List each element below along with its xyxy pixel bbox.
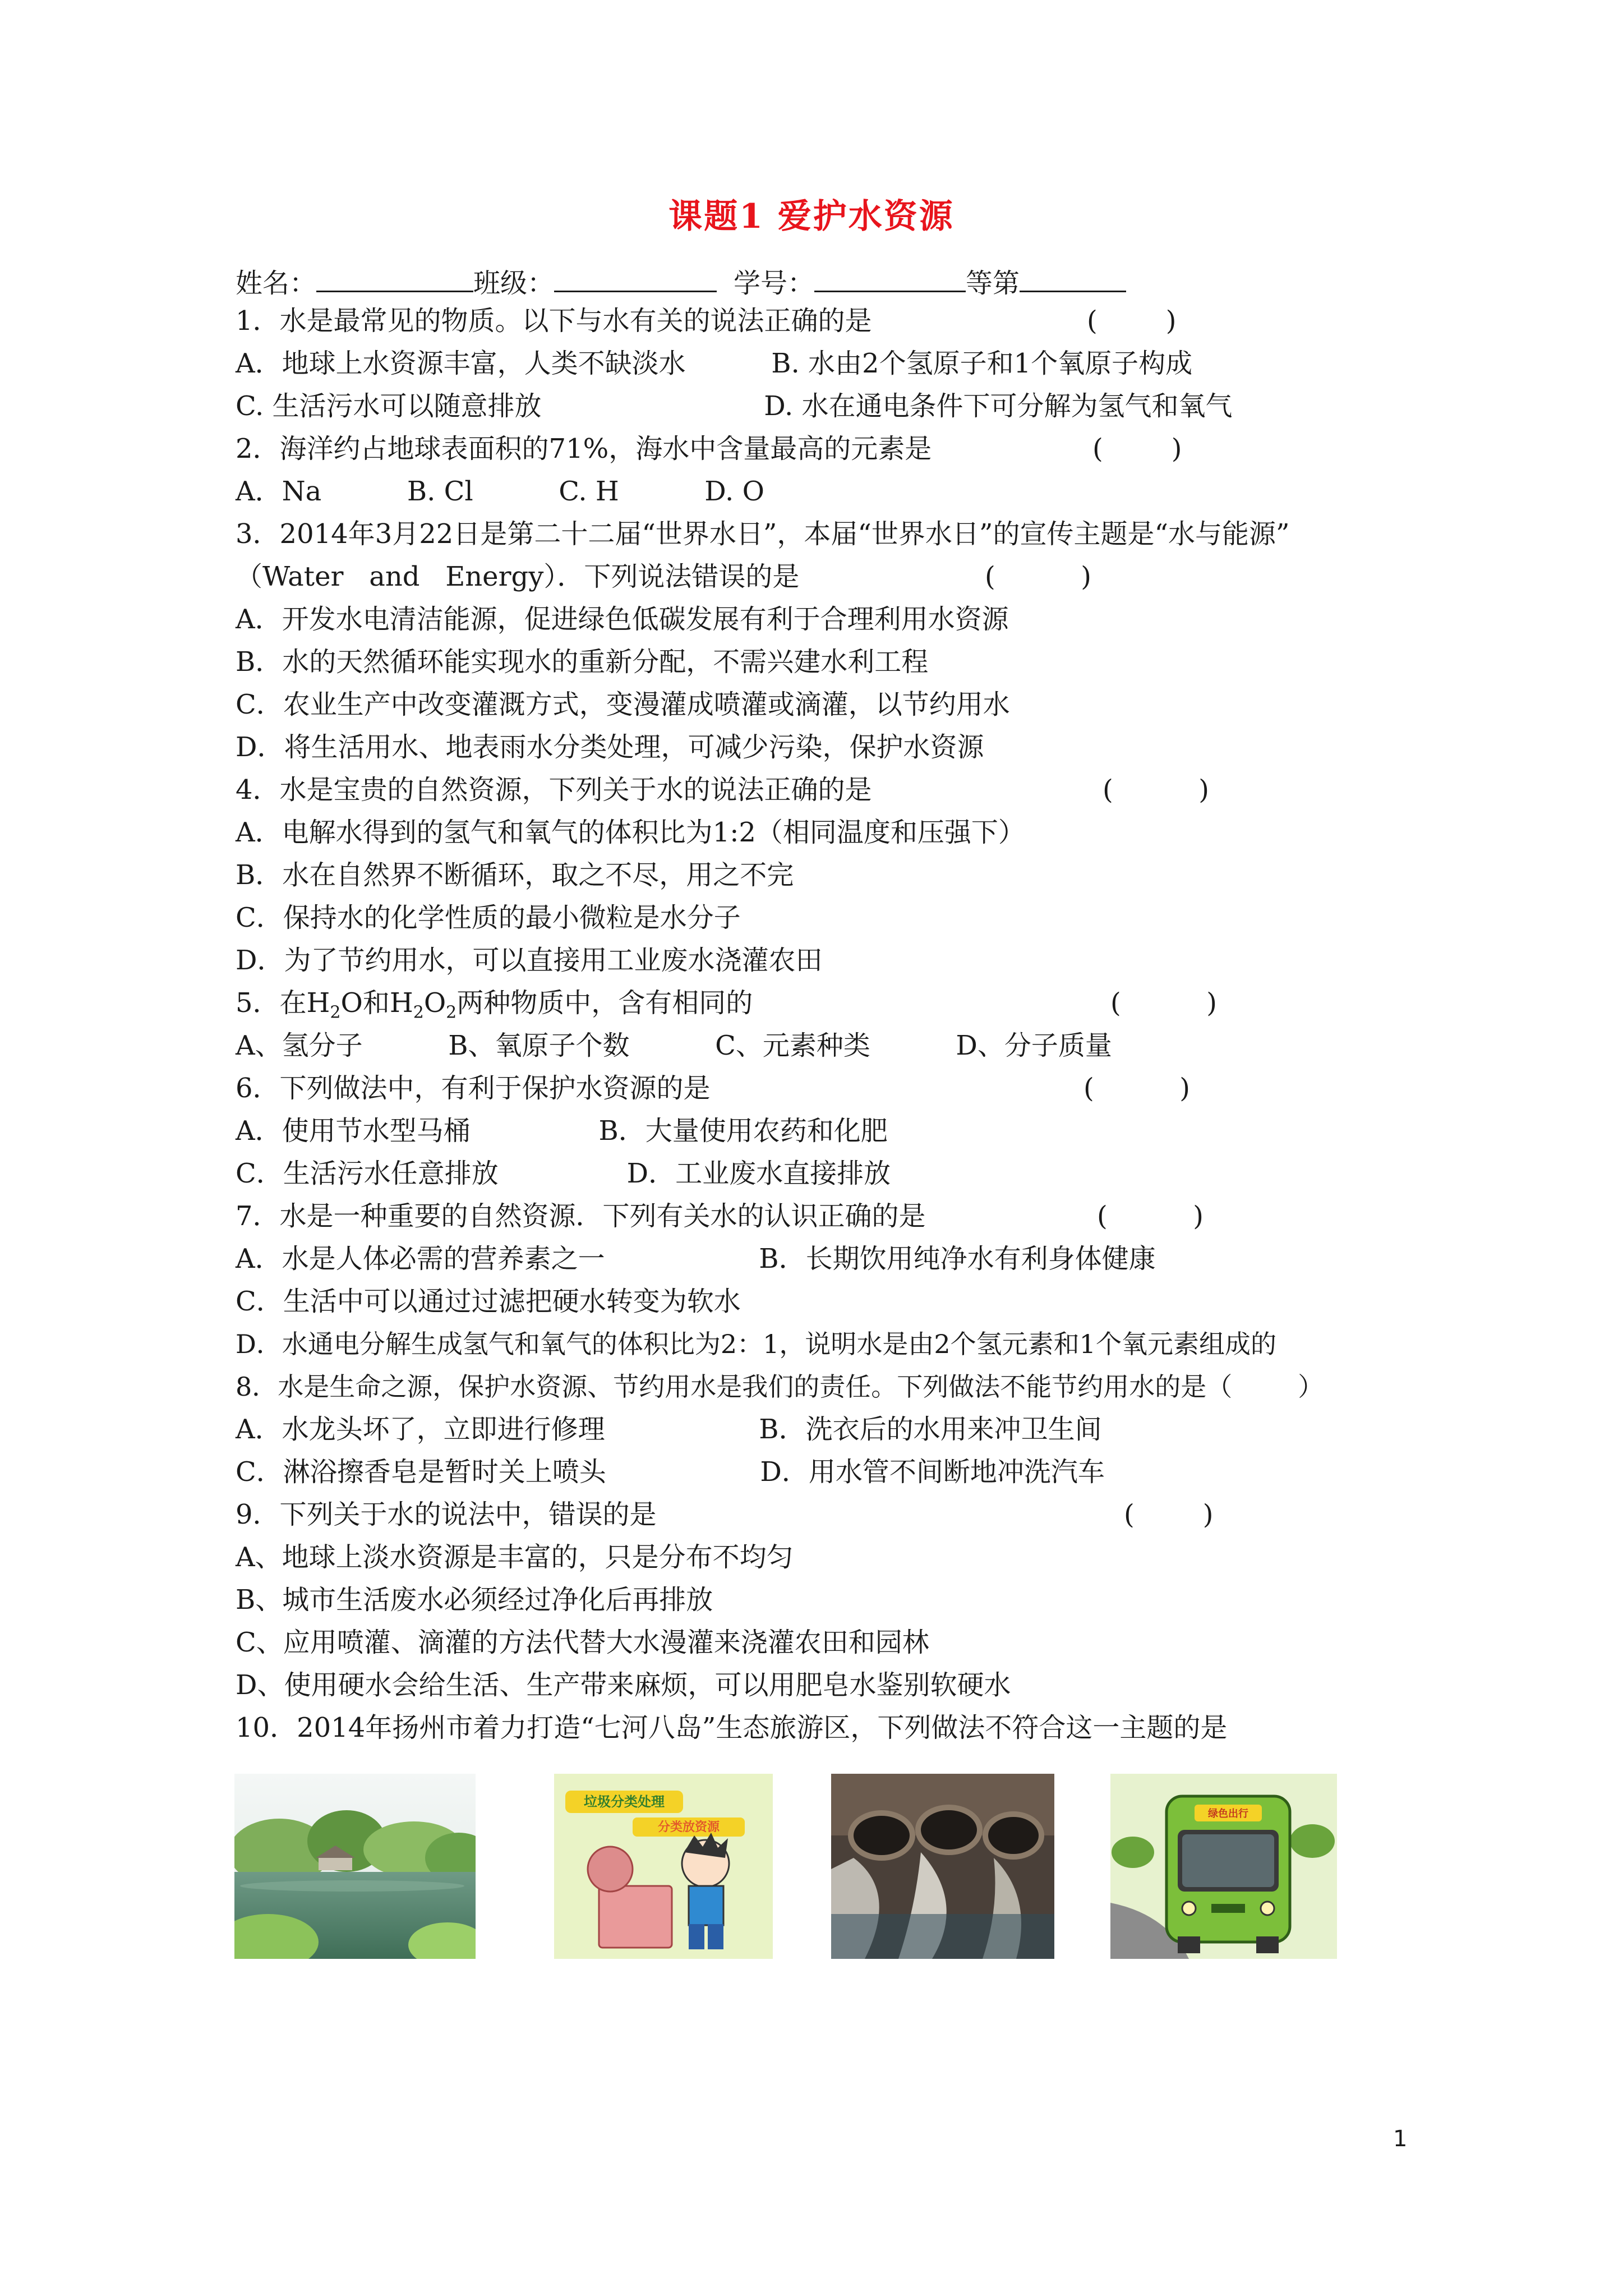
question-2: 2．海洋约占地球表面积的71%，海水中含量最高的元素是 [236, 433, 932, 464]
q5-options: A、氢分子 B、氧原子个数 C、元素种类 D、分子质量 [236, 1030, 1112, 1061]
q8-option-cd: C．淋浴擦香皂是暂时关上喷头 D．用水管不间断地冲洗汽车 [236, 1456, 1105, 1488]
answer-bracket-1: ( ) [1087, 305, 1177, 337]
q7-option-d: D．水通电分解生成氢气和氧气的体积比为2：1，说明水是由2个氢元素和1个氧元素组成的 [236, 1329, 1276, 1359]
grade-label: 等第 [966, 268, 1020, 299]
q3-option-d: D．将生活用水、地表雨水分类处理，可减少污染，保护水资源 [236, 731, 984, 763]
student-info-line [236, 261, 1126, 300]
q9-option-d: D、使用硬水会给生活、生产带来麻烦，可以用肥皂水鉴别软硬水 [236, 1669, 1011, 1701]
answer-bracket-2: ( ) [1092, 433, 1182, 464]
lake-scenery-image [234, 1774, 476, 1959]
q3-option-b: B．水的天然循环能实现水的重新分配，不需兴建水利工程 [236, 646, 929, 678]
q6-option-cd: C．生活污水任意排放 D．工业废水直接排放 [236, 1158, 891, 1189]
question-10: 10．2014年扬州市着力打造“七河八岛”生态旅游区，下列做法不符合这一主题的是 [236, 1712, 1228, 1743]
name-blank [316, 266, 473, 292]
answer-bracket-3: ( ) [985, 561, 1092, 592]
question-7: 7．水是一种重要的自然资源．下列有关水的认识正确的是 [236, 1200, 926, 1232]
sign-text-1: 垃圾分类处理 [584, 1794, 665, 1810]
green-travel-bus-image [1110, 1774, 1337, 1959]
q2-options: A．Na B. Cl C. H D. O [236, 476, 764, 507]
q7-option-c: C．生活中可以通过过滤把硬水转变为软水 [236, 1286, 741, 1317]
answer-bracket-9: ( ) [1124, 1499, 1214, 1530]
id-blank [814, 266, 966, 292]
q9-option-b: B、城市生活废水必须经过净化后再排放 [236, 1584, 713, 1616]
question-8: 8．水是生命之源，保护水资源、节约用水是我们的责任。下列做法不能节约用水的是（ ） [236, 1372, 1324, 1402]
answer-bracket-7: ( ) [1097, 1200, 1204, 1232]
question-9: 9．下列关于水的说法中，错误的是 [236, 1499, 657, 1530]
question-1: 1．水是最常见的物质。以下与水有关的说法正确的是 [236, 305, 872, 337]
q3-option-a: A．开发水电清洁能源，促进绿色低碳发展有利于合理利用水资源 [236, 604, 1009, 635]
q4-option-c: C．保持水的化学性质的最小微粒是水分子 [236, 902, 741, 933]
q1-option-cd: C. 生活污水可以随意排放 D. 水在通电条件下可分解为氢气和氧气 [236, 390, 1233, 422]
q7-option-ab: A．水是人体必需的营养素之一 B．长期饮用纯净水有利身体健康 [236, 1243, 1156, 1274]
garbage-sorting-cartoon-image [554, 1774, 773, 1959]
q9-option-c: C、应用喷灌、滴灌的方法代替大水漫灌来浇灌农田和园林 [236, 1627, 929, 1658]
question-4: 4．水是宝贵的自然资源，下列关于水的说法正确的是 [236, 774, 872, 806]
page-number: 1 [1393, 2126, 1408, 2152]
sign-text-2: 分类放资源 [657, 1820, 720, 1834]
question-6: 6．下列做法中，有利于保护水资源的是 [236, 1073, 711, 1104]
q4-option-b: B．水在自然界不断循环，取之不尽，用之不完 [236, 859, 794, 891]
q3-option-c: C．农业生产中改变灌溉方式，变漫灌成喷灌或滴灌，以节约用水 [236, 689, 1010, 720]
sewage-discharge-image [831, 1774, 1054, 1959]
question-3: 3．2014年3月22日是第二十二届“世界水日”，本届“世界水日”的宣传主题是“水与能源” [236, 518, 1290, 550]
bus-sign-text: 绿色出行 [1208, 1808, 1248, 1820]
answer-bracket-4: ( ) [1103, 774, 1210, 806]
page-title: 课题1 爱护水资源 [668, 197, 955, 236]
q1-option-ab: A．地球上水资源丰富，人类不缺淡水 B. 水由2个氢原子和1个氧原子构成 [236, 348, 1193, 379]
q4-option-d: D．为了节约用水，可以直接用工业废水浇灌农田 [236, 945, 823, 976]
name-label: 姓名： [236, 268, 317, 299]
q6-option-ab: A．使用节水型马桶 B．大量使用农药和化肥 [236, 1115, 888, 1147]
answer-bracket-5: ( ) [1110, 987, 1218, 1019]
question-3-cont: （Water and Energy）．下列说法错误的是 [236, 561, 800, 592]
question-5: 5．在$H_2O$和$H_2O_2$两种物质中，含有相同的 [236, 987, 753, 1023]
class-blank [554, 266, 717, 292]
q8-option-ab: A．水龙头坏了，立即进行修理 B．洗衣后的水用来冲卫生间 [236, 1414, 1102, 1445]
q9-option-a: A、地球上淡水资源是丰富的，只是分布不均匀 [236, 1542, 794, 1573]
id-label: 学号： [734, 268, 815, 299]
answer-bracket-6: ( ) [1083, 1073, 1191, 1104]
grade-blank [1020, 266, 1126, 292]
question-10-images [0, 1774, 1623, 1964]
q4-option-a: A．电解水得到的氢气和氧气的体积比为1:2（相同温度和压强下） [236, 817, 1025, 848]
class-label: 班级： [473, 268, 555, 299]
